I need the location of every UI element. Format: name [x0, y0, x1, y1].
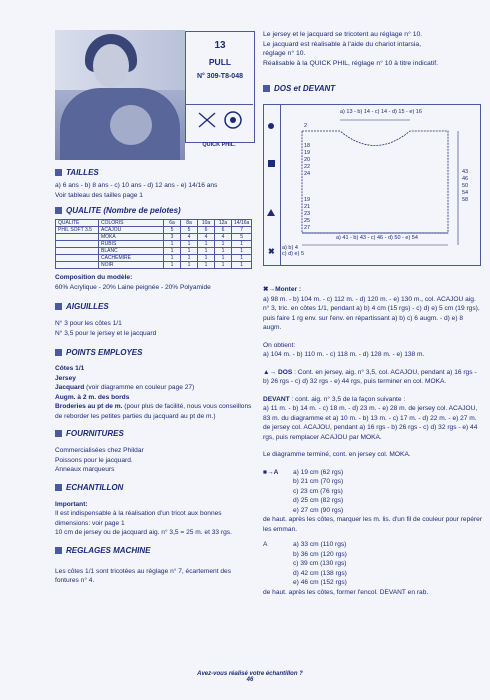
note-line: Réalisable à la QUICK PHIL, réglage n° 10 à titre indicatif. — [263, 59, 438, 67]
table-row: PHIL SOFT 3.5 ACAJOU 5 5 6 6 7 — [56, 227, 252, 234]
left-column — [55, 168, 255, 586]
monter-text: a) 98 m. - b) 104 m. - c) 112 m. - d) 120 m. - e) 130 m., col. ACAJOU aig. n° 3, tric. en côtes 1/1, pendant a) b) 4 cm (15 rgs) - c) d) e) 5 cm (19 rgs), puis faire 1 rg env. sur l'env. en répartissant a) b) c) 6 augm. - d) e) 8 augm. — [263, 295, 480, 331]
list-item: a) 19 cm (62 rgs) — [293, 468, 344, 476]
note-line: Le jersey et le jacquard se tricotent au réglage n° 10. — [263, 31, 423, 38]
list-encol — [263, 540, 483, 588]
tailles-line: a) 6 ans - b) 8 ans - c) 10 ans - d) 12 ans - e) 14/16 ans — [55, 182, 218, 189]
aiguilles-title: AIGUILLES — [55, 302, 255, 311]
obtient-label: On obtient: — [263, 341, 296, 349]
quickphil-logo: QUICK PHIL. — [202, 142, 236, 148]
reglages-text: Les côtes 1/1 sont tricotées au réglage n° 7, écartement des fontures n° 4. — [55, 567, 232, 584]
echantillon-text: Il est indispensable à la réalisation d'un tricot aux bonnes dimensions: voir page 1 — [55, 510, 222, 527]
model-photo — [55, 30, 185, 160]
pattern-number: 13 — [214, 40, 226, 51]
list-after-text: de haut. après les côtes, former l'encol. DEVANT en rab. — [263, 588, 429, 596]
composition-title: Composition du modèle: — [55, 274, 133, 281]
top-right-text — [263, 30, 483, 68]
note-line: Le jacquard est réalisable à l'aide du chariot intarsia, — [263, 40, 422, 48]
devant-text: DEVANT : cont. aig. n° 3,5 de la façon suivante : — [263, 395, 406, 403]
points-title: POINTS EMPLOYES — [55, 348, 255, 357]
fourniture-item: Poissons pour le jacquard. — [55, 456, 133, 464]
pattern-type: PULL — [208, 57, 232, 67]
quickphil-box — [185, 104, 253, 153]
fourniture-item: Anneaux marqueurs — [55, 466, 115, 473]
schematic-diagram — [263, 104, 481, 266]
point-item: Jacquard (voir diagramme en couleur page 27) — [55, 384, 195, 391]
list-item: b) 21 cm (70 rgs) — [293, 478, 344, 485]
right-column — [263, 285, 483, 597]
table-row: NOIR 1 1 1 1 1 — [56, 262, 252, 269]
pattern-ref: N° 309-T8-048 — [197, 73, 243, 80]
composition-text: 60% Acrylique - 20% Laine peignée - 20% Polyamide — [55, 283, 211, 291]
page-number: 46 — [246, 677, 254, 683]
aiguilles-line: N° 3 pour les côtes 1/1 — [55, 320, 122, 327]
quantity-table — [55, 219, 252, 269]
top-small-measure: 2 — [304, 123, 308, 129]
list-item: a) 33 cm (110 rgs) — [293, 541, 347, 548]
footer — [190, 671, 310, 683]
termine-text: Le diagramme terminé, cont. en jersey col. MOKA. — [263, 451, 411, 458]
needle-icon — [185, 105, 253, 135]
point-item: Broderies au pt de m. (pour plus de facilité, nous vous conseillons de reborder les petites parties du jacquard au pt de m.) — [55, 403, 252, 420]
list-marker: ■→A — [263, 468, 279, 476]
fournitures-title: FOURNITURES — [55, 429, 255, 438]
left-rows-upper: 18 19 20 22 24 — [304, 143, 311, 177]
aiguilles-line: N° 3,5 pour le jersey et le jacquard — [55, 329, 157, 337]
important-label: Important: — [55, 500, 88, 508]
list-item: d) 42 cm (138 rgs) — [293, 569, 347, 577]
qualite-title: QUALITE (Nombre de pelotes) — [55, 206, 255, 215]
table-row: RUBIS 1 1 1 1 1 — [56, 241, 252, 248]
reglages-title: REGLAGES MACHINE — [55, 546, 255, 555]
height-measure: 43 46 50 54 58 — [462, 169, 469, 203]
table-row: MOKA 3 4 4 4 5 — [56, 234, 252, 241]
bottom-measure: a) 41 - b) 43 - c) 46 - d) 50 - e) 54 — [336, 235, 418, 241]
list-item: b) 36 cm (120 rgs) — [293, 550, 347, 558]
list-item: c) 23 cm (76 rgs) — [293, 487, 343, 495]
dos-text: ▲→ DOS : Cont. en jersey, aig. n° 3,5, col. ACAJOU, pendant a) 16 rgs - b) 26 rgs - c) d) 32 rgs - e) 44 rgs, puis terminer en col. MOKA. — [263, 368, 477, 385]
point-item: Augm. à 2 m. des bords — [55, 393, 130, 401]
echantillon-title: ECHANTILLON — [55, 483, 255, 492]
table-row: BLANC 1 1 1 1 1 — [56, 248, 252, 255]
garment-outline — [280, 105, 480, 265]
list-item: e) 27 cm (90 rgs) — [293, 506, 344, 514]
tailles-title: TAILLES — [55, 168, 255, 177]
list-item: e) 46 cm (152 rgs) — [293, 579, 347, 586]
devant-detail: a) 11 m. - b) 14 m. - c) 18 m. - d) 23 m. - e) 28 m. de jersey col. ACAJOU, 83 m. du diagramme et a) 10 m. - b) 13 m. - c) 17 m. - d) 22 m. - e) 27 m. de jersey col. ACAJOU, pendant a) 16 rgs - b) 26 rgs - c) d) 32 rgs - e) 44 rgs, puis remplacer ACAJOU par MOKA. — [263, 405, 478, 441]
left-rows-lower: 19 21 23 25 27 — [304, 197, 311, 231]
note-line: réglage n° 10. — [263, 50, 306, 57]
rib-measure: a) b) 4 c) d) e) 5 — [282, 245, 305, 257]
list-marker: A — [263, 541, 268, 548]
point-item: Jersey — [55, 374, 76, 382]
list-item: c) 39 cm (130 rgs) — [293, 560, 347, 567]
fourniture-item: Commercialisées chez Phildar — [55, 447, 144, 454]
top-measure: a) 13 - b) 14 - c) 14 - d) 15 - e) 16 — [340, 109, 422, 115]
table-row: CACHEMIRE 1 1 1 1 1 — [56, 255, 252, 262]
point-item: Côtes 1/1 — [55, 365, 85, 372]
list-item: d) 25 cm (82 rgs) — [293, 497, 344, 504]
obtient-text: a) 104 m. - b) 110 m. - c) 118 m. - d) 128 m. - e) 138 m. — [263, 351, 425, 358]
dos-title: DOS et DEVANT — [263, 84, 335, 93]
list-after-text: de haut. après les côtes, marquer les m. lis. d'un fil de couleur pour repérer les emman. — [263, 516, 482, 533]
footer-question: Avez-vous réalisé votre échantillon ? — [197, 671, 303, 677]
tailles-note: Voir tableau des tailles page 1 — [55, 191, 143, 199]
diagram-markers: ✖ — [264, 105, 281, 265]
table-header: QUALITE COLORIS 6a 8a 10a 12a 14/16a — [56, 220, 252, 227]
list-emman — [263, 468, 483, 516]
echantillon-text: 10 cm de jersey ou de jacquard aig. n° 3,5 = 25 m. et 33 rgs. — [55, 529, 232, 536]
monter-label: ✖→Monter : — [263, 286, 302, 293]
